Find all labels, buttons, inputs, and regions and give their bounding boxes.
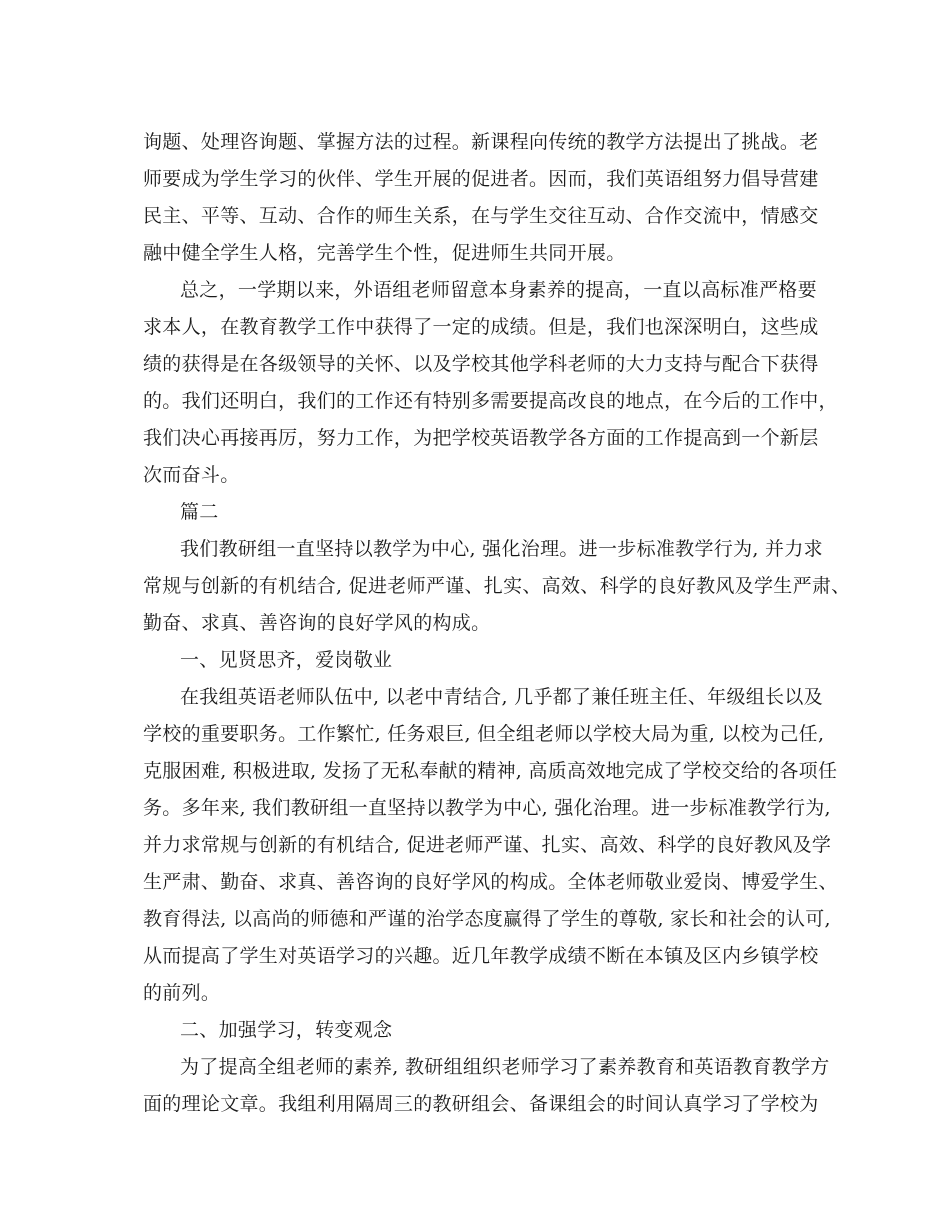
paragraph-line: 我们决心再接再厉，努力工作，为把学校英语教学各方面的工作提高到一个新层 xyxy=(143,427,819,449)
paragraph-line: 的。我们还明白，我们的工作还有特别多需要提高改良的地点，在今后的工作中， xyxy=(143,390,838,412)
paragraph-line: 并力求常规与创新的有机结合, 促进老师严谨、扎实、高效、科学的良好教风及学 xyxy=(143,834,832,856)
paragraph-line: 求本人，在教育教学工作中获得了一定的成绩。但是，我们也深深明白，这些成 xyxy=(143,316,819,338)
paragraph-line: 民主、平等、互动、合作的师生关系，在与学生交往互动、合作交流中，情感交 xyxy=(143,205,819,227)
paragraph-line: 为了提高全组老师的素养, 教研组组织老师学习了素养教育和英语教育教学方 xyxy=(180,1056,830,1078)
paragraph-line: 师要成为学生学习的伙伴、学生开展的促进者。因而，我们英语组努力倡导营建 xyxy=(143,168,819,190)
paragraph-line: 学校的重要职务。工作繁忙, 任务艰巨, 但全组老师以学校大局为重, 以校为己任, xyxy=(143,723,825,745)
paragraph-line: 绩的获得是在各级领导的关怀、以及学校其他学科老师的大力支持与配合下获得 xyxy=(143,353,819,375)
paragraph-line: 次而奋斗。 xyxy=(143,464,240,486)
paragraph-line: 从而提高了学生对英语学习的兴趣。近几年教学成绩不断在本镇及区内乡镇学校 xyxy=(143,945,819,967)
paragraph-line: 的前列。 xyxy=(143,982,221,1004)
paragraph-line: 我们教研组一直坚持以教学为中心, 强化治理。进一步标准教学行为, 并力求 xyxy=(180,538,823,560)
paragraph-line: 生严肃、勤奋、求真、善咨询的良好学风的构成。全体老师敬业爱岗、博爱学生、 xyxy=(143,871,838,893)
paragraph-line: 常规与创新的有机结合, 促进老师严谨、扎实、高效、科学的良好教风及学生严肃、 xyxy=(143,575,851,597)
section-heading: 篇二 xyxy=(180,501,219,523)
paragraph-line: 克服困难, 积极进取, 发扬了无私奉献的精神, 高质高效地完成了学校交给的各项任 xyxy=(143,760,838,782)
paragraph-line: 总之，一学期以来，外语组老师留意本身素养的提高，一直以高标准严格要 xyxy=(180,279,817,301)
section-heading: 一、见贤思齐，爱岗敬业 xyxy=(180,649,393,671)
section-heading: 二、加强学习，转变观念 xyxy=(180,1019,393,1041)
paragraph-line: 务。多年来, 我们教研组一直坚持以教学为中心, 强化治理。进一步标准教学行为, xyxy=(143,797,831,819)
paragraph-line: 面的理论文章。我组利用隔周三的教研组会、备课组会的时间认真学习了学校为 xyxy=(143,1093,819,1115)
paragraph-line: 融中健全学生人格，完善学生个性，促进师生共同开展。 xyxy=(143,242,626,264)
paragraph-line: 勤奋、求真、善咨询的良好学风的构成。 xyxy=(143,612,491,634)
paragraph-line: 在我组英语老师队伍中, 以老中青结合, 几乎都了兼任班主任、年级组长以及 xyxy=(180,686,823,708)
paragraph-line: 教育得法, 以高尚的师德和严谨的治学态度赢得了学生的尊敬, 家长和社会的认可, xyxy=(143,908,831,930)
paragraph-line: 询题、处理咨询题、掌握方法的过程。新课程向传统的教学方法提出了挑战。老 xyxy=(143,131,819,153)
